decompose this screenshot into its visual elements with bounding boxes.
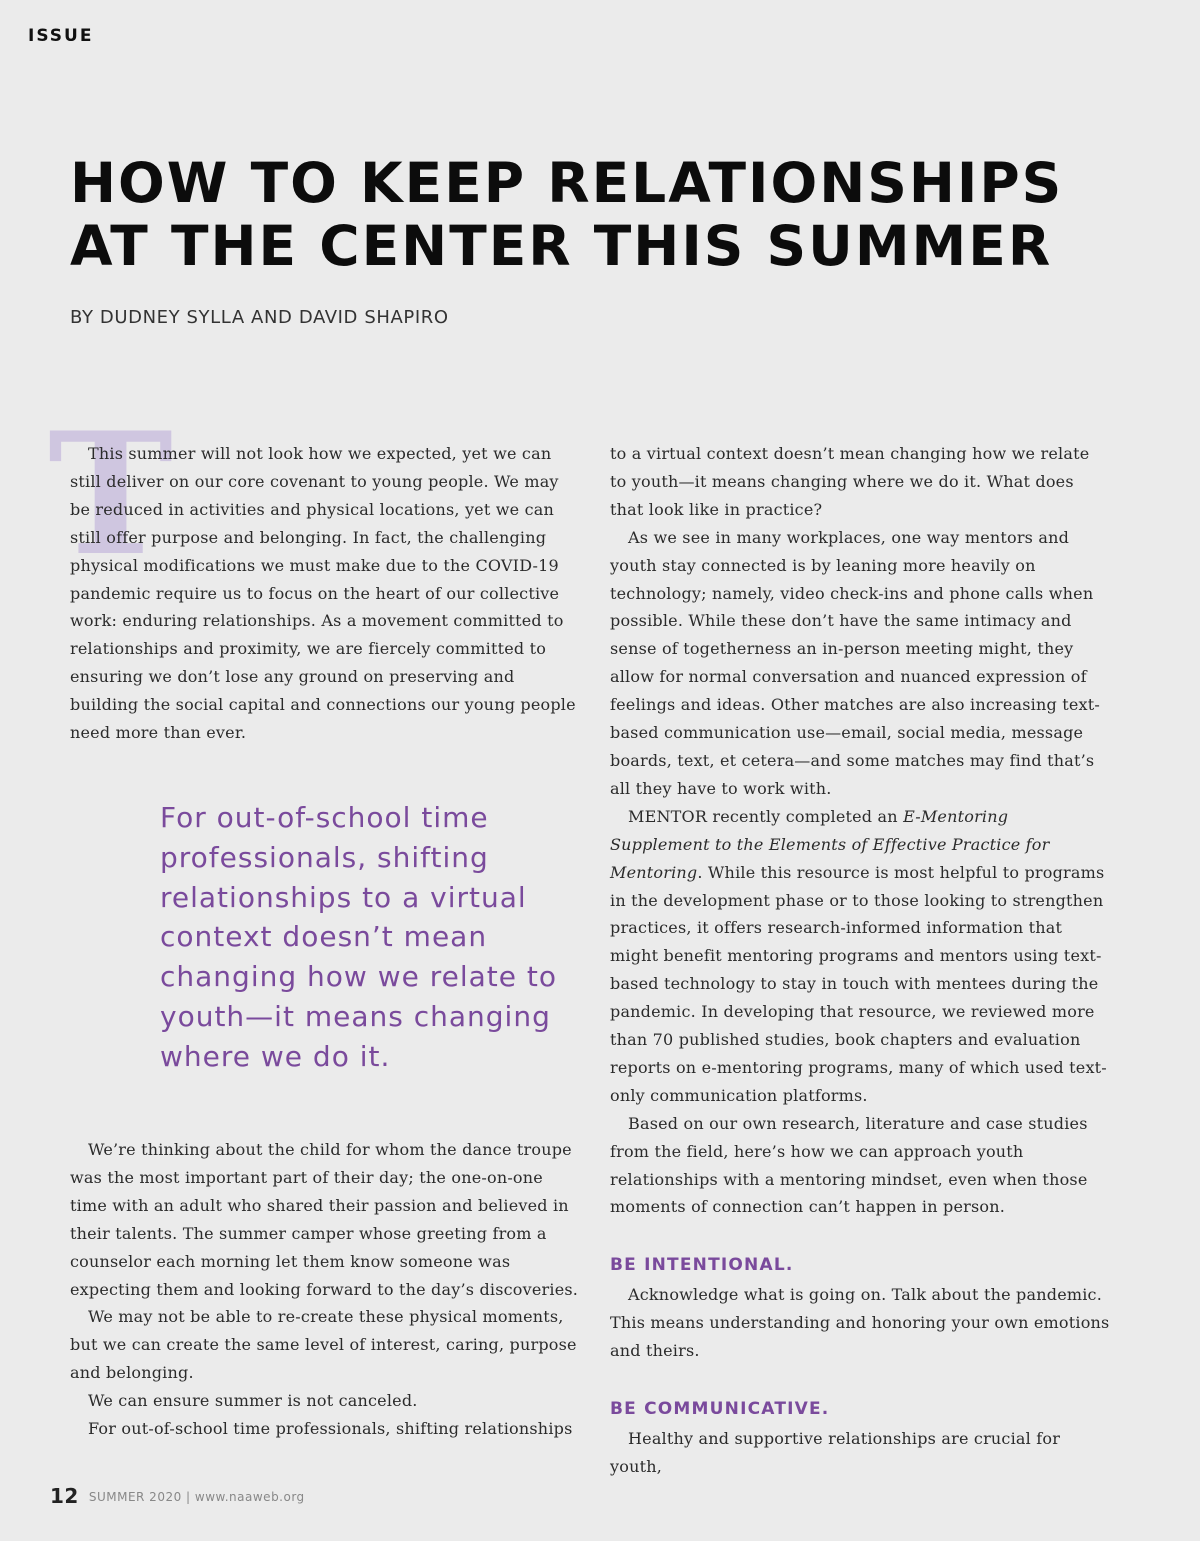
body-paragraph: to a virtual context doesn’t mean changing how we relate to youth—it means changing where we do it. What does that look like in practice? <box>610 444 1090 519</box>
body-paragraph: We’re thinking about the child for whom the dance troupe was the most important part of their day; the one-on-one time with an adult who shared their passion and believed in their talents. The summer camper whose greeting from a counselor each morning let them know someone was expecting them and looking forward to the day’s discoveries. <box>70 1140 579 1299</box>
drop-cap: T <box>48 395 174 593</box>
body-paragraph: Healthy and supportive relationships are crucial for youth, <box>610 1429 1061 1476</box>
pull-quote: For out-of-school time professionals, shifting relationships to a virtual context doesn’t mean changing how we relate to youth—it means changing where we do it. <box>160 801 557 1073</box>
body-paragraph: We can ensure summer is not canceled. <box>88 1391 418 1411</box>
subhead-be-intentional: BE INTENTIONAL. <box>610 1255 794 1276</box>
article-title-line-2: AT THE CENTER THIS SUMMER <box>70 214 1053 278</box>
issue-info: SUMMER 2020 | www.naaweb.org <box>88 1490 305 1504</box>
left-column-bottom <box>70 1136 582 1443</box>
body-paragraph-mentor <box>610 803 1110 1110</box>
body-paragraph: Acknowledge what is going on. Talk about the pandemic. This means understanding and honoring your own emotions and theirs. <box>610 1285 1110 1361</box>
body-paragraph: We may not be able to re-create these physical moments, but we can create the same level of interest, caring, purpose and belonging. <box>70 1307 577 1383</box>
text-run: MENTOR recently completed an <box>628 806 904 826</box>
subhead-be-communicative: BE COMMUNICATIVE. <box>610 1399 830 1420</box>
body-paragraph: Based on our own research, literature and case studies from the field, here’s how we can approach youth relationships with a mentoring mindset, even when those moments of connection can’t happen in person. <box>610 1113 1088 1217</box>
page-number: 12 <box>50 1484 79 1508</box>
left-column-top <box>70 440 582 747</box>
article-title-line-1: HOW TO KEEP RELATIONSHIPS <box>70 151 1064 215</box>
publication-title: E-Mentoring Supplement to the Elements of Effective Practice for Mentoring <box>610 806 1050 882</box>
body-paragraph: For out-of-school time professionals, shifting relationships <box>88 1419 573 1439</box>
article-title <box>70 152 1150 278</box>
byline: BY DUDNEY SYLLA AND DAVID SHAPIRO <box>70 307 449 328</box>
right-column <box>610 440 1110 1481</box>
body-paragraph: This summer will not look how we expected, yet we can still deliver on our core covenant to young people. We may be reduced in activities and physical locations, yet we can still offer purpose and belonging. In fact, the challenging physical modifications we must make due to the COVID-19 pandemic require us to focus on the heart of our collective work: enduring relationships. As a movement committed to relationships and proximity, we are fiercely committed to ensuring we don’t lose any ground on preserving and building the social capital and connections our young people need more than ever. <box>70 444 576 743</box>
page-footer <box>50 1484 305 1508</box>
body-paragraph: As we see in many workplaces, one way mentors and youth stay connected is by leaning more heavily on technology; namely, video check-ins and phone calls when possible. While these don’t have the same intimacy and sense of togetherness an in-person meeting might, they allow for normal conversation and nuanced expression of feelings and ideas. Other matches are also increasing text-based communication use—email, social media, message boards, text, et cetera—and some matches may find that’s all they have to work with. <box>610 527 1100 798</box>
section-label: ISSUE <box>28 26 94 46</box>
text-run: . While this resource is most helpful to programs in the development phase or to those looking to strengthen practices, it offers research-informed information that might benefit mentoring programs and mentors using text-based technology to stay in touch with mentees during the pandemic. In developing that resource, we reviewed more than 70 published studies, book chapters and evaluation reports on e-mentoring programs, many of which used text-only communication platforms. <box>610 862 1107 1105</box>
